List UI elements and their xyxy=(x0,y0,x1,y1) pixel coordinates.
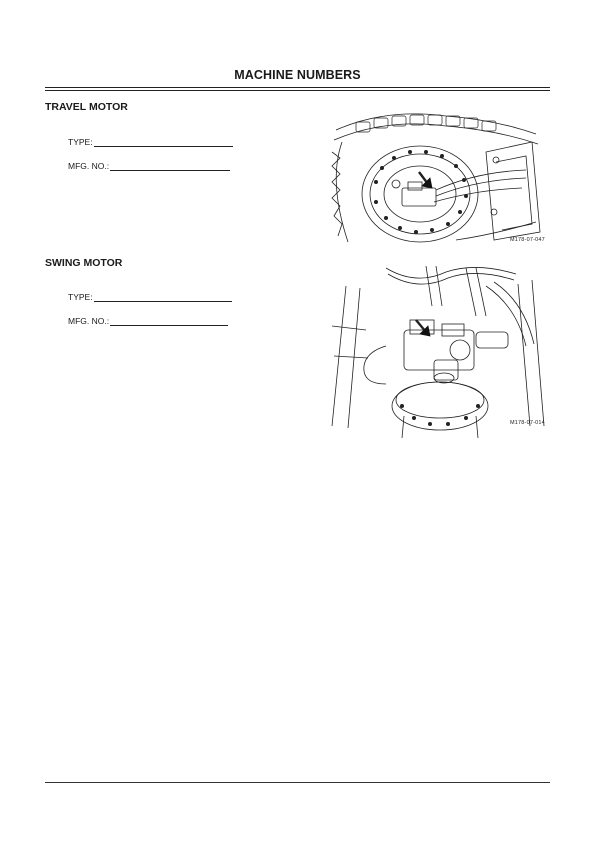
travel-motor-figure-code: M178-07-047 xyxy=(510,237,545,243)
swing-motor-heading: SWING MOTOR xyxy=(45,257,123,269)
page-title: MACHINE NUMBERS xyxy=(234,68,361,82)
travel-motor-type-label: TYPE: xyxy=(68,137,93,147)
travel-motor-mfg-field xyxy=(68,161,230,171)
footer-rule xyxy=(45,782,550,783)
swing-motor-figure-code: M178-07-014 xyxy=(510,420,545,426)
swing-motor-mfg-line[interactable] xyxy=(110,317,228,326)
swing-motor-mfg-field xyxy=(68,316,228,326)
swing-motor-type-label: TYPE: xyxy=(68,292,93,302)
swing-motor-type-field xyxy=(68,292,232,302)
title-rule-top xyxy=(45,87,550,88)
swing-motor-mfg-label: MFG. NO.: xyxy=(68,316,110,326)
travel-motor-heading: TRAVEL MOTOR xyxy=(45,101,128,113)
title-rule-bottom xyxy=(45,90,550,91)
swing-motor-illustration xyxy=(326,266,550,438)
travel-motor-type-field xyxy=(68,137,233,147)
travel-motor-type-line[interactable] xyxy=(94,138,233,147)
travel-motor-mfg-label: MFG. NO.: xyxy=(68,161,110,171)
travel-motor-illustration xyxy=(326,112,550,252)
swing-motor-type-line[interactable] xyxy=(94,293,232,302)
travel-motor-mfg-line[interactable] xyxy=(110,162,230,171)
